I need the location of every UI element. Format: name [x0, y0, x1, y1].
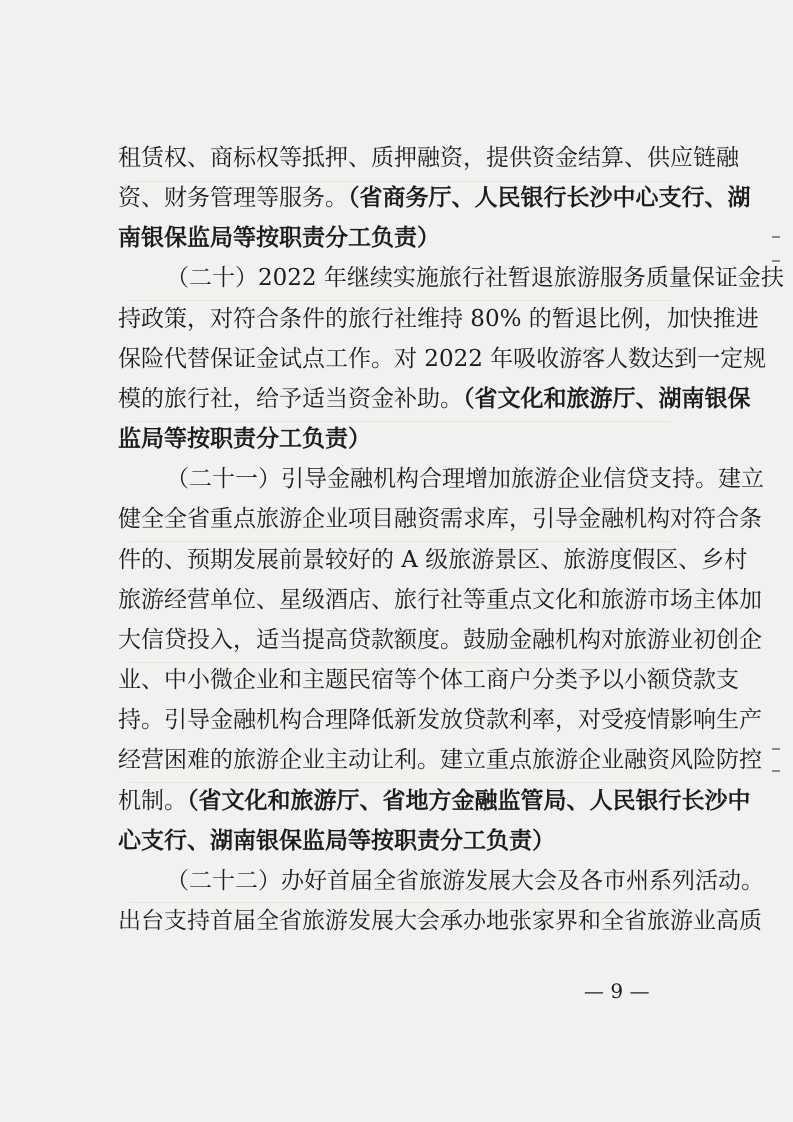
text-run: 资、财务管理等服务。: [118, 185, 348, 211]
bleed-through-line: [130, 421, 670, 422]
bleed-through-line: [130, 181, 670, 182]
text-run: 经营困难的旅游企业主动让利。建立重点旅游企业融资风险防控: [118, 747, 762, 773]
bleed-through-line: [130, 662, 670, 663]
body-line: [118, 625, 762, 655]
body-line: [118, 504, 762, 534]
scan-speck: [772, 770, 780, 772]
text-run: 租赁权、商标权等抵押、质押融资，提供资金结算、供应链融: [118, 145, 739, 171]
responsibility-note: 心支行、湖南银保监局等按职责分工负责）: [118, 827, 555, 854]
body-line: [118, 906, 762, 936]
bleed-through-line: [130, 541, 670, 542]
text-run: 持。引导金融机构合理降低新发放贷款利率，对受疫情影响生产: [118, 707, 762, 733]
text-run: 模的旅行社，给予适当资金补助。: [118, 386, 463, 412]
responsibility-note: （省文化和旅游厅、湖南银保: [463, 385, 751, 412]
text-run: （二十）2022 年继续实施旅行社暂退旅游服务质量保证金扶: [166, 265, 784, 291]
text-run: 出台支持首届全省旅游发展大会承办地张家界和全省旅游业高质: [118, 908, 762, 934]
body-line: [118, 585, 762, 615]
scan-speck: [772, 748, 780, 750]
body-line: [118, 705, 762, 735]
text-run: 保险代替保证金试点工作。对 2022 年吸收游客人数达到一定规: [118, 346, 767, 372]
section-21-heading-line: [166, 464, 764, 494]
responsibility-note: （省文化和旅游厅、省地方金融监管局、人民银行长沙中: [187, 787, 751, 814]
bleed-through-line: [130, 902, 670, 903]
page-number: — 9 —: [584, 979, 650, 1003]
text-run: 持政策，对符合条件的旅行社维持 80% 的暂退比例，加快推进: [118, 306, 759, 332]
body-line: [118, 745, 762, 775]
body-line: [118, 786, 751, 816]
body-line: [118, 826, 555, 856]
text-run: 机制。: [118, 788, 187, 814]
body-line: [118, 223, 440, 253]
body-line: [118, 344, 767, 374]
bleed-through-line: [130, 300, 670, 301]
body-line: [118, 545, 748, 575]
body-line: [118, 384, 751, 414]
section-22-heading-line: [166, 866, 764, 896]
bleed-through-line: [130, 782, 670, 783]
text-run: （二十一）引导金融机构合理增加旅游企业信贷支持。建立: [166, 466, 764, 492]
responsibility-note: （省商务厅、人民银行长沙中心支行、湖: [348, 184, 751, 211]
text-run: 健全全省重点旅游企业项目融资需求库，引导金融机构对符合条: [118, 506, 762, 532]
scan-speck: [772, 260, 780, 262]
body-line: [118, 424, 371, 454]
body-line: [118, 304, 759, 334]
text-run: （二十二）办好首届全省旅游发展大会及各市州系列活动。: [166, 868, 764, 894]
body-line: [118, 143, 739, 173]
text-run: 件的、预期发展前景较好的 A 级旅游景区、旅游度假区、乡村: [118, 547, 748, 573]
scan-speck: [772, 236, 780, 238]
text-run: 业、中小微企业和主题民宿等个体工商户分类予以小额贷款支: [118, 667, 739, 693]
text-run: 旅游经营单位、星级酒店、旅行社等重点文化和旅游市场主体加: [118, 587, 762, 613]
responsibility-note: 监局等按职责分工负责）: [118, 425, 371, 452]
text-run: 大信贷投入，适当提高贷款额度。鼓励金融机构对旅游业初创企: [118, 627, 762, 653]
body-line: [118, 183, 751, 213]
responsibility-note: 南银保监局等按职责分工负责）: [118, 224, 440, 251]
body-line: [118, 665, 739, 695]
section-20-heading-line: [166, 263, 784, 293]
